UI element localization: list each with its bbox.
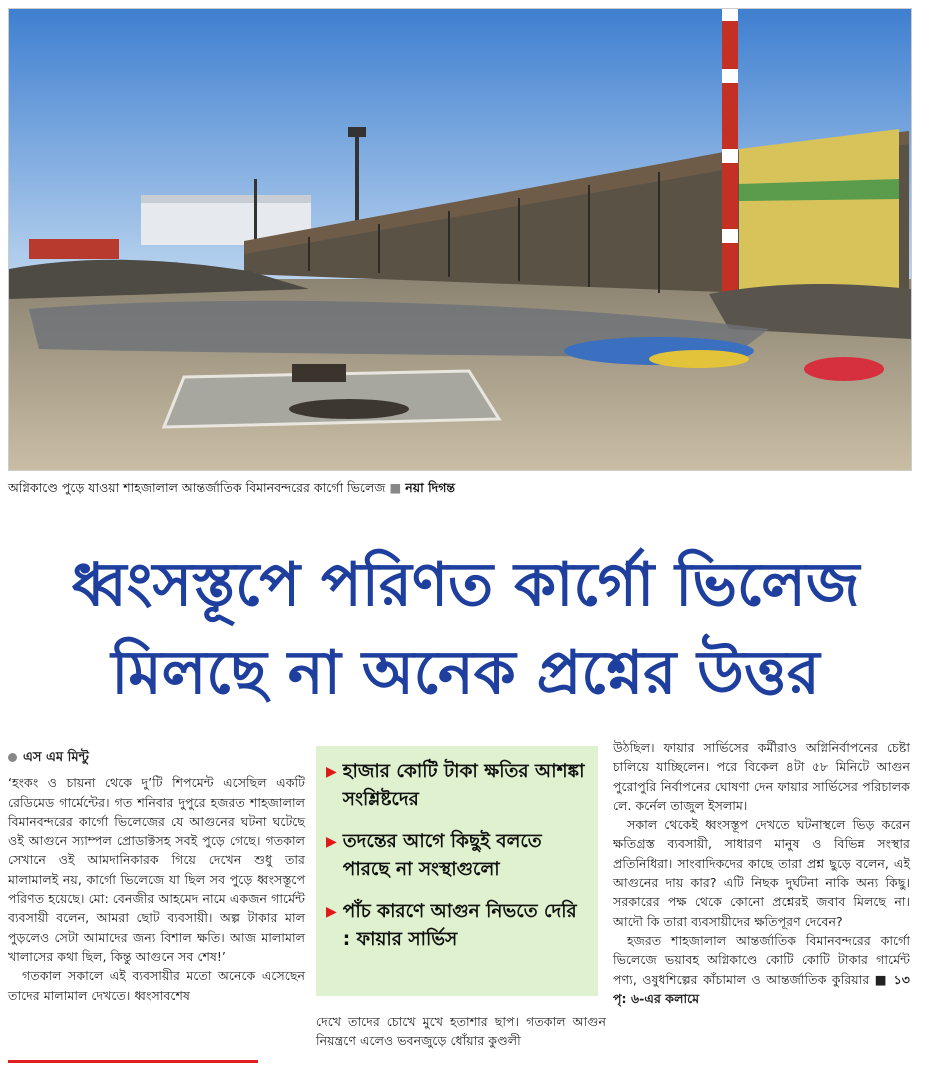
- continued-on-link[interactable]: ১৩ পৃ: ৬-এর কলামে: [613, 971, 910, 1006]
- jump-marker: ■: [874, 971, 889, 987]
- paragraph-text: হজরত শাহজালাল আন্তর্জাতিক বিমানবন্দরের কার্গো ভিলেজে ভয়াবহ অগ্নিকাণ্ডে কোটি কোটি টাকার গার্মেন্ট পণ্য, ওষুধশিল্পের কাঁচামাল ও আন্তর্জাতিক কুরিয়ার: [613, 932, 910, 987]
- article-column-2: [316, 1012, 606, 1051]
- bullet-triangle-icon: ▶: [326, 904, 337, 920]
- byline-dot-icon: [8, 753, 17, 762]
- highlights-box: [316, 746, 598, 996]
- article-column-3: [613, 738, 910, 1008]
- headline-line-1: ধ্বংসস্তূপে পরিণত কার্গো ভিলেজ: [71, 550, 860, 620]
- highlight-text: পাঁচ কারণে আগুন নিভতে দেরি : ফায়ার সার্ভিস: [342, 901, 577, 950]
- caption-separator: ■: [389, 480, 402, 495]
- article-paragraph: সকাল থেকেই ধ্বংসস্তূপ দেখতে ঘটনাস্থলে ভিড় করেন ক্ষতিগ্রস্ত ব্যবসায়ী, সাধারণ মানুষ ও বিভিন্ন সংস্থার প্রতিনিধিরা। সাংবাদিকদের কাছে তারা প্রশ্ন ছুড়ে বলেন, এই আগুনের দায় কার? এটি নিছক দুর্ঘটনা নাকি অন্য কিছু। সরকারের পক্ষ থেকে কোনো প্রশ্নেরই জবাব মিলছে না। আদৌ কি তারা ব্যবসায়ীদের ক্ষতিপূরণ দেবেন?: [613, 817, 910, 929]
- bottom-accent-line: [8, 1060, 258, 1063]
- photo-credit: নয়া দিগন্ত: [405, 480, 456, 495]
- caption-text: অগ্নিকাণ্ডে পুড়ে যাওয়া শাহজালাল আন্তর্জাতিক বিমানবন্দরের কার্গো ভিলেজ: [8, 480, 386, 495]
- article-paragraph: দেখে তাদের চোখে মুখে হতাশার ছাপ। গতকাল আগুন নিয়ন্ত্রণে এলেও ভবনজুড়ে ধোঁয়ার কুণ্ডলী: [316, 1014, 606, 1049]
- highlight-item: [316, 898, 598, 954]
- bullet-triangle-icon: ▶: [326, 834, 337, 850]
- article-paragraph: গতকাল সকালে এই ব্যবসায়ীর মতো অনেকে এসেছেন তাদের মালামাল দেখতে। ধ্বংসাবশেষ: [8, 968, 305, 1003]
- highlight-item: [316, 828, 598, 884]
- news-photo: [8, 8, 912, 471]
- highlight-text: হাজার কোটি টাকা ক্ষতির আশঙ্কা সংশ্লিষ্টদের: [342, 761, 585, 810]
- article-paragraph: ‘হংকং ও চায়না থেকে দু’টি শিপমেন্ট এসেছিল একটি রেডিমেড গার্মেন্টের। গত শনিবার দুপুরে হজরত শাহজালাল বিমানবন্দরের কার্গো ভিলেজের যে আগুনের ঘটনা ঘটেছে ওই আগুনে স্যাম্পল প্রোডাক্টসহ সবই পুড়ে গেছে। গতকাল সেখানে ওই আমদানিকারক গিয়ে দেখেন শুধু তার মালামালই নয়, কার্গো ভিলেজে যা ছিল সব পুড়ে ধ্বংসস্তূপে পরিণত হয়েছে। মো: বেনজীর আহমেদ নামে একজন গার্মেন্ট ব্যবসায়ী বলেন, আমরা ছোট ব্যবসায়ী। অল্প টাকার মাল পুড়লেও সেটা আমাদের জন্য বিশাল ক্ষতি। আজ মালামাল খালাসের কথা ছিল, কিন্তু আগুনে সব শেষ!’: [8, 775, 305, 964]
- article-paragraph: [613, 931, 910, 1008]
- article-column-1: [8, 748, 305, 1005]
- byline: [8, 748, 305, 767]
- highlight-item: [316, 758, 598, 814]
- highlight-text: তদন্তের আগে কিছুই বলতে পারছে না সংস্থাগুলো: [342, 831, 542, 880]
- photo-caption: [8, 480, 910, 500]
- bullet-triangle-icon: ▶: [326, 764, 337, 780]
- byline-author: এস এম মিন্টু: [23, 750, 89, 765]
- headline-line-2: মিলছে না অনেক প্রশ্নের উত্তর: [111, 638, 820, 708]
- article-paragraph: উঠছিল। ফায়ার সার্ভিসের কর্মীরাও অগ্নিনির্বাপনের চেষ্টা চালিয়ে যাচ্ছিলেন। পরে বিকেল ৪টা ৫৮ মিনিটে আগুন পুরোপুরি নির্বাপনের ঘোষণা দেন ফায়ার সার্ভিসের পরিচালক লে. কর্নেল তাজুল ইসলাম।: [613, 740, 910, 813]
